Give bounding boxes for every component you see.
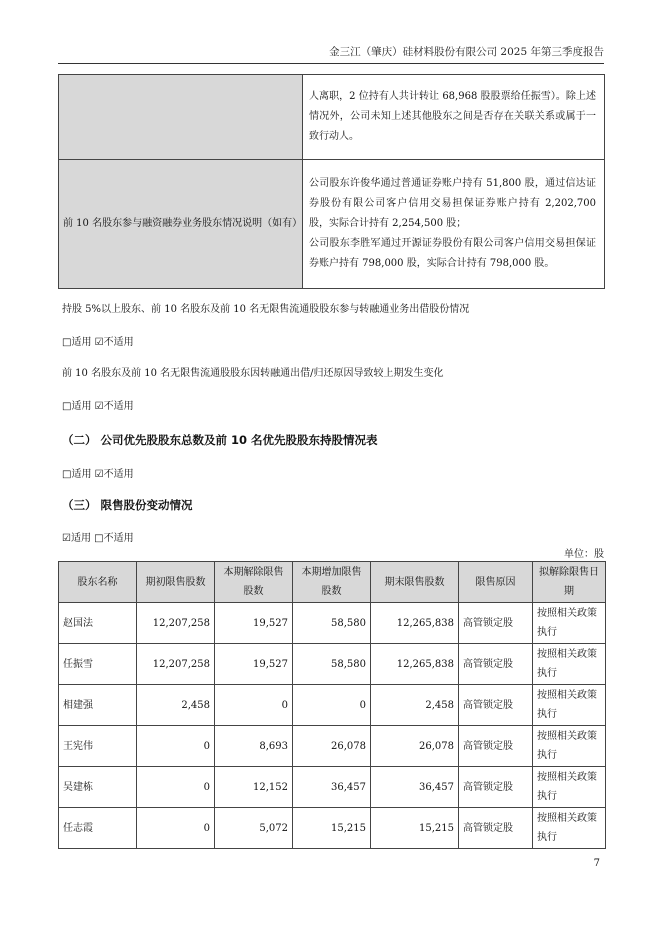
col-header-added: 本期增加限售股数 (293, 562, 371, 603)
cell-name: 赵国法 (59, 603, 137, 644)
cell-reason: 高管锁定股 (459, 603, 533, 644)
cell-released: 12,152 (215, 767, 293, 808)
cell-opening: 12,207,258 (137, 644, 215, 685)
cell-closing: 12,265,838 (371, 603, 459, 644)
col-header-reason: 限售原因 (459, 562, 533, 603)
unit-label: 单位：股 (564, 549, 604, 560)
section-3-title: （三） 限售股份变动情况 (62, 498, 193, 512)
col-header-released: 本期解除限售股数 (215, 562, 293, 603)
section-3-applicability: ☑适用 □不适用 (62, 533, 134, 544)
col-header-release-date: 拟解除限售日期 (533, 562, 606, 603)
table-row (59, 603, 606, 644)
cell-release-date: 按照相关政策执行 (533, 644, 606, 685)
cell-name: 相建强 (59, 685, 137, 726)
cell-added: 36,457 (293, 767, 371, 808)
cell-closing: 36,457 (371, 767, 459, 808)
cell-reason: 高管锁定股 (459, 726, 533, 767)
cell-name: 任志霞 (59, 808, 137, 849)
table-row (59, 808, 606, 849)
notes-row-relations (59, 75, 605, 160)
cell-release-date: 按照相关政策执行 (533, 685, 606, 726)
shareholder-notes-table (58, 74, 605, 289)
cell-opening: 0 (137, 726, 215, 767)
page-number: 7 (593, 858, 600, 869)
cell-name: 任振雪 (59, 644, 137, 685)
cell-released: 19,527 (215, 644, 293, 685)
cell-added: 15,215 (293, 808, 371, 849)
notes-label-empty (59, 75, 303, 160)
margin-trading-text (303, 160, 605, 289)
cell-release-date: 按照相关政策执行 (533, 603, 606, 644)
lending-change-heading: 前 10 名股东及前 10 名无限售流通股股东因转融通出借/归还原因导致较上期发生变化 (62, 368, 444, 379)
table-header-row (59, 562, 606, 603)
section-2-title: （二） 公司优先股股东总数及前 10 名优先股股东持股情况表 (62, 433, 378, 447)
notes-row-margin (59, 160, 605, 289)
col-header-opening: 期初限售股数 (137, 562, 215, 603)
cell-closing: 26,078 (371, 726, 459, 767)
cell-opening: 0 (137, 767, 215, 808)
header-divider (58, 63, 604, 64)
cell-released: 5,072 (215, 808, 293, 849)
cell-release-date: 按照相关政策执行 (533, 767, 606, 808)
cell-added: 0 (293, 685, 371, 726)
cell-opening: 12,207,258 (137, 603, 215, 644)
section-2-applicability: □适用 ☑不适用 (62, 469, 134, 480)
margin-trading-para-1: 公司股东许俊华通过普通证券账户持有 51,800 股，通过信达证券股份有限公司客户信用交易担保证券账户持有 2,202,700 股，实际合计持有 2,254,500 股； (309, 178, 596, 229)
restricted-shares-table (58, 561, 606, 849)
lending-disclosure-heading: 持股 5%以上股东、前 10 名股东及前 10 名无限售流通股股东参与转融通业务出借股份情况 (62, 304, 470, 315)
cell-name: 王宪伟 (59, 726, 137, 767)
cell-reason: 高管锁定股 (459, 644, 533, 685)
cell-opening: 2,458 (137, 685, 215, 726)
lending-applicability: □适用 ☑不适用 (62, 337, 134, 348)
report-header-title: 金三江（肇庆）硅材料股份有限公司 2025 年第三季度报告 (329, 46, 604, 58)
cell-released: 8,693 (215, 726, 293, 767)
table-row (59, 685, 606, 726)
cell-added: 26,078 (293, 726, 371, 767)
cell-closing: 2,458 (371, 685, 459, 726)
cell-reason: 高管锁定股 (459, 767, 533, 808)
cell-closing: 15,215 (371, 808, 459, 849)
cell-closing: 12,265,838 (371, 644, 459, 685)
table-row (59, 767, 606, 808)
lending-change-applicability: □适用 ☑不适用 (62, 401, 134, 412)
margin-trading-label: 前 10 名股东参与融资融券业务股东情况说明（如有） (59, 160, 303, 289)
cell-reason: 高管锁定股 (459, 685, 533, 726)
col-header-name: 股东名称 (59, 562, 137, 603)
notes-relations-text: 人离职，2 位持有人共计转让 68,968 股股票给任振雪）。除上述情况外，公司未知上述其他股东之间是否存在关联关系或属于一致行动人。 (303, 75, 605, 160)
cell-released: 19,527 (215, 603, 293, 644)
table-row (59, 644, 606, 685)
cell-added: 58,580 (293, 644, 371, 685)
cell-added: 58,580 (293, 603, 371, 644)
cell-release-date: 按照相关政策执行 (533, 808, 606, 849)
cell-release-date: 按照相关政策执行 (533, 726, 606, 767)
cell-opening: 0 (137, 808, 215, 849)
table-row (59, 726, 606, 767)
cell-released: 0 (215, 685, 293, 726)
col-header-closing: 期末限售股数 (371, 562, 459, 603)
margin-trading-para-2: 公司股东李胜军通过开源证券股份有限公司客户信用交易担保证券账户持有 798,000 股，实际合计持有 798,000 股。 (309, 238, 596, 269)
cell-name: 吴建栋 (59, 767, 137, 808)
cell-reason: 高管锁定股 (459, 808, 533, 849)
